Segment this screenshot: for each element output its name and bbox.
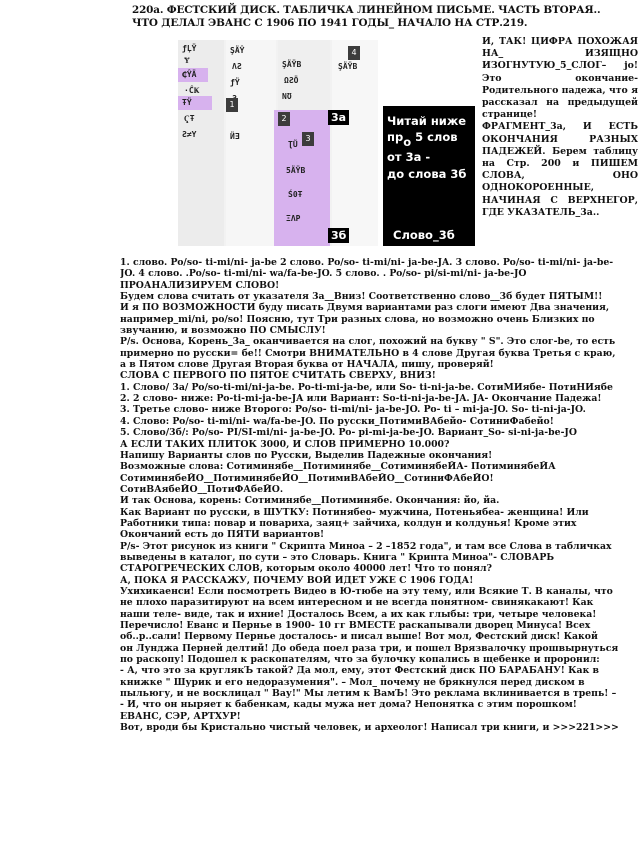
body-line: 3. Третье слово- ниже Второго: Po/so- ti-mi/ni- ja-be-JO. Po- ti – mi-ja-JO. So- ti-ni-ja-JO. [120, 404, 586, 416]
body-line: примерно по русски= бе!! Смотри ВНИМАТЕЛЬНО в 4 слове Другая буква Третья с краю, [120, 347, 616, 359]
body-text [120, 257, 640, 733]
body-line: он Лунджа Перней делтий! До обеда поел раза три, и пошел Врязвалочку прошвырнуться [120, 642, 619, 654]
body-line: СотиВАябеЙО__ПотиФАбеЙО. [120, 483, 284, 495]
annotation-black-box [383, 106, 475, 246]
glyph: ƒŸ [230, 78, 240, 87]
body-line: А ЕСЛИ ТАКИХ ПЛИТОК 3000, И СЛОВ ПРИМЕРНО 10.000? [120, 438, 450, 450]
body-line: Как Вариант по русски, в ШУТКУ: Потинябео- мужчина, Потеньябеа- женщина! Или [120, 506, 589, 518]
body-line: а в Пятом слове Другая Вторая буква от НАЧАЛА, пишу, проверяй! [120, 359, 494, 371]
body-line: Ухихикаенси! Если посмотреть Видео в Ю-тюбе на эту тему, или Всякие Т. В каналы, что [120, 585, 613, 597]
body-line: Перечисло! Еванс и Пернье в 1900- 10 гг ВМЕСТЕ раскапывали дворец Минуса! Всех [120, 620, 591, 631]
glyph: Ś0Ŧ [288, 190, 303, 199]
body-line: Работники типа: повар и повариха, заяц+ зайчиха, колдун и колдунья! Кроме этих [120, 517, 577, 529]
glyph: ҀŦ [184, 114, 195, 123]
glyph: ŞÄŶ [230, 46, 245, 55]
body-line: СотиминябеЙО__ПотиминябеЙО__ПотимиВАбеЙО__СотиниФАбеЙО! [120, 472, 494, 484]
body-line: выведены в каталог, по сути – это Словарь. Книга " Крипта Миноа"- СЛОВАРЬ [120, 551, 555, 563]
body-line: JO. 4 слово. .Po/so- ti-mi/ni- wa/fa-be-JO. 5 слово. . Po/so- pi/si-mi/ni- ja-be-JO [120, 268, 527, 280]
body-line: по раскопу! Подошел к раскопателям, что за булочку копались в щебенке и проронил: [120, 654, 600, 666]
glyph: ŞÄŸB [338, 62, 358, 71]
marker-3: 3 [302, 132, 314, 146]
annotation-word-3b-label: Слово_3б [393, 228, 455, 242]
body-line: об..р..сали! Первому Пернье досталось- и писал выше! Вот мол, Фестский диск! Какой [120, 631, 598, 643]
body-line: И так Основа, корень: Сотиминябе__Потиминябе. Окончания: йо, йа. [120, 495, 500, 507]
glyph: ӤƎ [230, 132, 240, 141]
glyph: Ɏ [184, 56, 190, 65]
marker-1: 1 [226, 98, 238, 112]
body-line: СЛОВА С ПЕРВОГО ПО ПЯТОЕ СЧИТАТЬ СВЕРХУ, ВНИЗ! [120, 370, 436, 382]
body-line: звучанию, и возможно ПО СМЫСЛУ! [120, 325, 326, 337]
glyph: ΩƧÖ [284, 76, 299, 85]
body-line: 1. слово. Po/so- ti-mi/ni- ja-be 2 слово. Po/so- ti-mi/ni- ja-be-JA. 3 слово. Po/so- ti-mi/ni- ja-be- [120, 257, 614, 268]
body-line: Возможные слова: Сотиминябе__Потиминябе__СотиминябеЙА- ПотиминябеЙА [120, 461, 556, 473]
label-3a: 3а [328, 110, 349, 125]
glyph: ₵ŶÄ [182, 70, 197, 79]
body-line: например_mi/ni, po/so! Поясню, тут Три разных слова, но возможно очень Близких по [120, 313, 595, 325]
body-line: P/s. Основа, Корень_3а_ оканчивается на слог, похожий на букву " S". Это слог-be, то есть [120, 336, 616, 348]
glyph: ΞΛΡ [286, 214, 301, 223]
sidebar-paragraph: ФРАГМЕНТ_3а, И ЕСТЬ ОКОНЧАНИЯ РАЗНЫХ ПАДЕЖЕЙ. Берем таблицу на Стр. 200 и ПИШЕМ СЛОВА, ОНО ОДНОКОРОЕННЫЕ, НАЧИНАЯ С ВЕРХНЕГОР, ГДЕ УКАЗАТЕЛЬ_3а.. [482, 121, 638, 218]
marker-2: 2 [278, 112, 290, 126]
body-line: не плохо паразитируют на всем интересном и не всегда понятном- свинякакают! Как [120, 597, 594, 609]
body-line: - И, что он ныряет к бабенкам, кады мужа нет дома? Непонятка с этим порошком! [120, 699, 577, 711]
highlight-words-3a-to-3b [274, 110, 330, 246]
body-line: наши теле- виде, так и ихние! Досталось Всем, а их как глыбы: три, четыре человека! [120, 608, 597, 620]
body-line: книжке " Шурик и его недоразумения". – Мол_ почему не брякнулся перед диском в [120, 676, 585, 688]
body-line: Напишу Варианты слов по Русски, Выделив Падежные окончания! [120, 449, 493, 461]
body-line: ЕВАНС, СЭР, АРТХУР! [120, 710, 241, 722]
glyph: ΛƧ [232, 62, 242, 71]
body-line: 1. Слово/ 3а/ Po/so-ti-mi/ni-ja-be. Po-ti-mi-ja-be, или So- ti-ni-ja-be. СотиМИябе- ПотиНИябе [120, 381, 613, 393]
body-line: 2. 2 слово- ниже: Po-ti-mi-ja-be-JA или Вариант: So-ti-ni-ja-be-JA. JA- Окончание Падежа! [120, 393, 602, 405]
body-line: Вот, вроди бы Кристально чистый человек, и археолог! Написал три книги, и >>>221>>> [120, 722, 619, 734]
body-line: ПРОАНАЛИЗИРУЕМ СЛОВО! [120, 279, 280, 291]
body-line: Окончаний есть до ПЯТИ вариантов! [120, 529, 325, 541]
right-column-text [482, 36, 638, 219]
glyph: ƒĻŸ [182, 44, 197, 53]
body-line: А, ПОКА Я РАССКАЖУ, ПОЧЕМУ ВОЙ ИДЕТ УЖЕ С 1906 ГОДА! [120, 574, 474, 586]
marker-4: 4 [348, 46, 360, 60]
body-line: 5. Слово/3б/: Po/so- PI/SI-mi/ni- ja-be-JO. Po- pi-mi-ja-be-JO. Вариант_So- si-ni-ja-be-JO [120, 427, 577, 439]
annotation-line: до слова 3б [387, 167, 467, 181]
annotation-line: про 5 слов [387, 130, 458, 149]
glyph: ΝƱ [282, 92, 292, 101]
page-heading-line-2: ЧТО ДЕЛАЛ ЭВАНС С 1906 ПО 1941 ГОДЫ_ НАЧАЛО НА СТР.219. [132, 17, 528, 29]
glyph: Ƨ≠Υ [182, 130, 197, 139]
body-line: СТАРОГРЕЧЕСКИХ СЛОВ, которым около 40000 лет! Что то понял? [120, 563, 493, 575]
body-line: Будем слова считать от указателя 3а__Вниз! Соответственно слово__3б будет ПЯТЫМ!! [120, 291, 603, 303]
page-heading-line-1: 220а. ФЕСТСКИЙ ДИСК. ТАБЛИЧКА ЛИНЕЙНОМ ПИСЬМЕ. ЧАСТЬ ВТОРАЯ.. [132, 4, 601, 16]
glyph: ƮŨ [288, 140, 298, 149]
body-line: И я ПО ВОЗМОЖНОСТИ буду писать Двумя вариантами раз слоги имеют Два значения, [120, 302, 610, 314]
body-line: P/s- Этот рисунок из книги " Скрипта Миноа – 2 –1852 года", и там все Слова в табличках [120, 540, 612, 552]
glyph: ŞÄŸB [282, 60, 302, 69]
annotation-line: Читай ниже [387, 114, 467, 128]
label-3b: 3б [328, 228, 349, 243]
glyph: 5ÄŸB [286, 166, 306, 175]
sidebar-paragraph: И, ТАК! ЦИФРА ПОХОЖАЯ НА_ ИЗЯЩНО ИЗОГНУТУЮ_5_СЛОГ– jo! Это окончание- Родительного падежа, что я рассказал на предыдущей странице! [482, 36, 638, 121]
body-line: пыльюгу, и не восклицал " Вау!" Мы летим к ВамЪ! Это реклама вклинивается в трепь! – [120, 688, 617, 700]
body-line: 4. Слово: Po/so- ti-mi/ni- wa/fa-be-JO. По русски_ПотимиВАбейо- СотиниФабейо! [120, 415, 554, 427]
body-line: - А, что это за круглякЪ такой? Да мол, ему, этот Фестский диск ПО БАРАБАНУ! Как в [120, 665, 599, 677]
annotation-line: от 3а - [387, 150, 431, 164]
glyph: ŦŸ [182, 98, 192, 107]
linear-script-tablet-figure [178, 40, 378, 246]
glyph: ·ĈҜ [184, 86, 200, 95]
